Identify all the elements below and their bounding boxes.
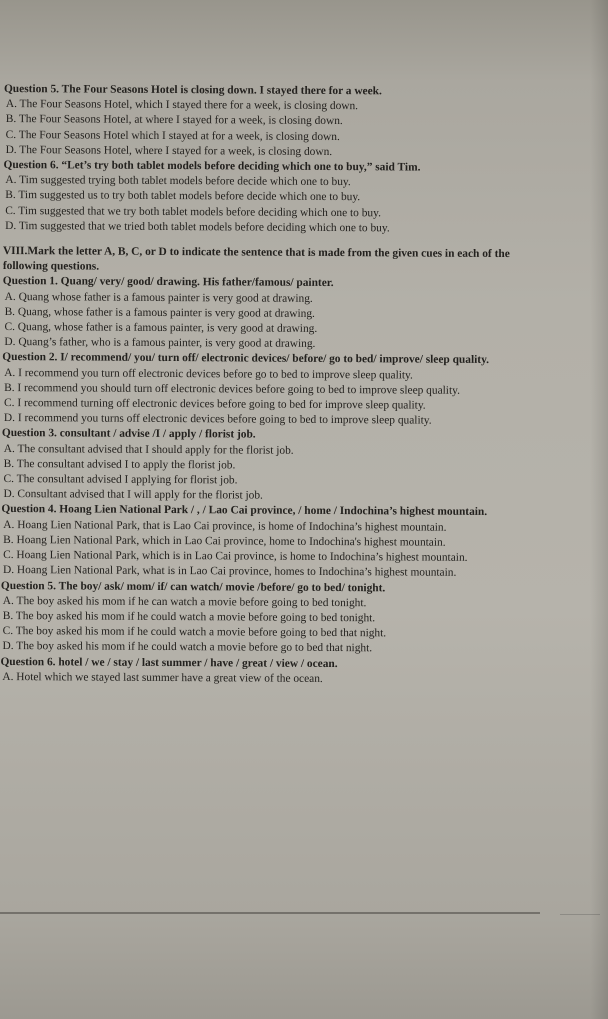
answer-option: B. The consultant advised I to apply the florist job. <box>3 457 236 472</box>
answer-option: D. Consultant advised that I will apply for the florist job. <box>3 488 263 502</box>
question-stem: Question 5. The Four Seasons Hotel is closing down. I stayed there for a week. <box>3 82 382 98</box>
answer-option: C. The boy asked his mom if he could watch a movie before going to bed that night. <box>2 625 387 640</box>
answer-option: A. The boy asked his mom if he can watch a movie before going to bed tonight. <box>2 594 367 609</box>
answer-option: C. Hoang Lien National Park, which is in Lao Cai province, is home to Indochina’s highest mountain. <box>3 549 468 564</box>
answer-option: B. Hoang Lien National Park, which in Lao Cai province, home to Indochina's highest mountain. <box>3 533 446 549</box>
answer-option: B. The Four Seasons Hotel, at where I stayed for a week, is closing down. <box>5 113 343 128</box>
page-divider <box>0 912 540 914</box>
page-shadow <box>590 0 608 1019</box>
question-stem: Question 6. hotel / we / stay / last summer / have / great / view / ocean. <box>0 655 338 670</box>
question-stem: Question 6. “Let’s try both tablet models before deciding which one to buy,” said Tim. <box>3 159 421 174</box>
answer-option: C. The consultant advised I applying for florist job. <box>3 473 238 487</box>
answer-option: B. I recommend you should turn off electronic devices before going to bed to improve sleep quality. <box>4 381 460 397</box>
answer-option: A. Hotel which we stayed last summer have a great view of the ocean. <box>2 670 323 685</box>
section-heading: VIII.Mark the letter A, B, C, or D to indicate the sentence that is made from the given cues in each of the following questions. <box>2 245 510 273</box>
question-stem: Question 2. I/ recommend/ you/ turn off/ electronic devices/ before/ go to bed/ improve/ sleep quality. <box>2 351 490 367</box>
question-stem: Question 5. The boy/ ask/ mom/ if/ can watch/ movie /before/ go to bed/ tonight. <box>0 579 386 594</box>
answer-option: D. I recommend you turns off electronic devices before going to bed to improve sleep quality. <box>3 412 432 427</box>
answer-option: C. Tim suggested that we try both tablet models before deciding which one to buy. <box>5 204 381 219</box>
worksheet-content <box>0 82 544 688</box>
question-stem: Question 1. Quang/ very/ good/ drawing. His father/famous/ painter. <box>2 275 334 290</box>
answer-option: B. Tim suggested us to try both tablet models before decide which one to buy. <box>5 189 361 204</box>
answer-option: A. Hoang Lien National Park, that is Lao Cai province, is home of Indochina’s highest mountain. <box>3 518 447 534</box>
answer-option: C. I recommend turning off electronic devices before going to bed for improve sleep quality. <box>4 397 426 412</box>
answer-option: B. The boy asked his mom if he could watch a movie before going to bed tonight. <box>2 609 376 625</box>
answer-option: D. The boy asked his mom if he could watch a movie before go to bed that night. <box>2 640 373 655</box>
answer-option: A. Tim suggested trying both tablet models before decide which one to buy. <box>5 174 351 189</box>
answer-option: A. I recommend you turn off electronic devices before go to bed to improve sleep quality. <box>4 366 413 382</box>
answer-option: D. The Four Seasons Hotel, where I stayed for a week, is closing down. <box>5 143 333 158</box>
answer-option: C. Quang, whose father is a famous painter, is very good at drawing. <box>4 321 318 335</box>
answer-option: D. Quang’s father, who is a famous painter, is very good at drawing. <box>4 336 316 351</box>
answer-option: D. Tim suggested that we tried both tablet models before deciding which one to buy. <box>5 219 390 235</box>
answer-option: A. The consultant advised that I should apply for the florist job. <box>3 442 294 457</box>
answer-option: A. The Four Seasons Hotel, which I stayed there for a week, is closing down. <box>5 98 359 113</box>
answer-option: D. Hoang Lien National Park, what is in Lao Cai province, homes to Indochina’s highest mountain. <box>2 564 457 580</box>
answer-option: C. The Four Seasons Hotel which I stayed at for a week, is closing down. <box>5 128 340 143</box>
question-stem: Question 4. Hoang Lien National Park / , / Lao Cai province, / home / Indochina’s highest mountain. <box>1 503 488 519</box>
question-stem: Question 3. consultant / advise /I / apply / florist job. <box>1 427 256 442</box>
answer-option: B. Quang, whose father is a famous painter is very good at drawing. <box>4 305 315 320</box>
answer-option: A. Quang whose father is a famous painter is very good at drawing. <box>4 290 313 305</box>
